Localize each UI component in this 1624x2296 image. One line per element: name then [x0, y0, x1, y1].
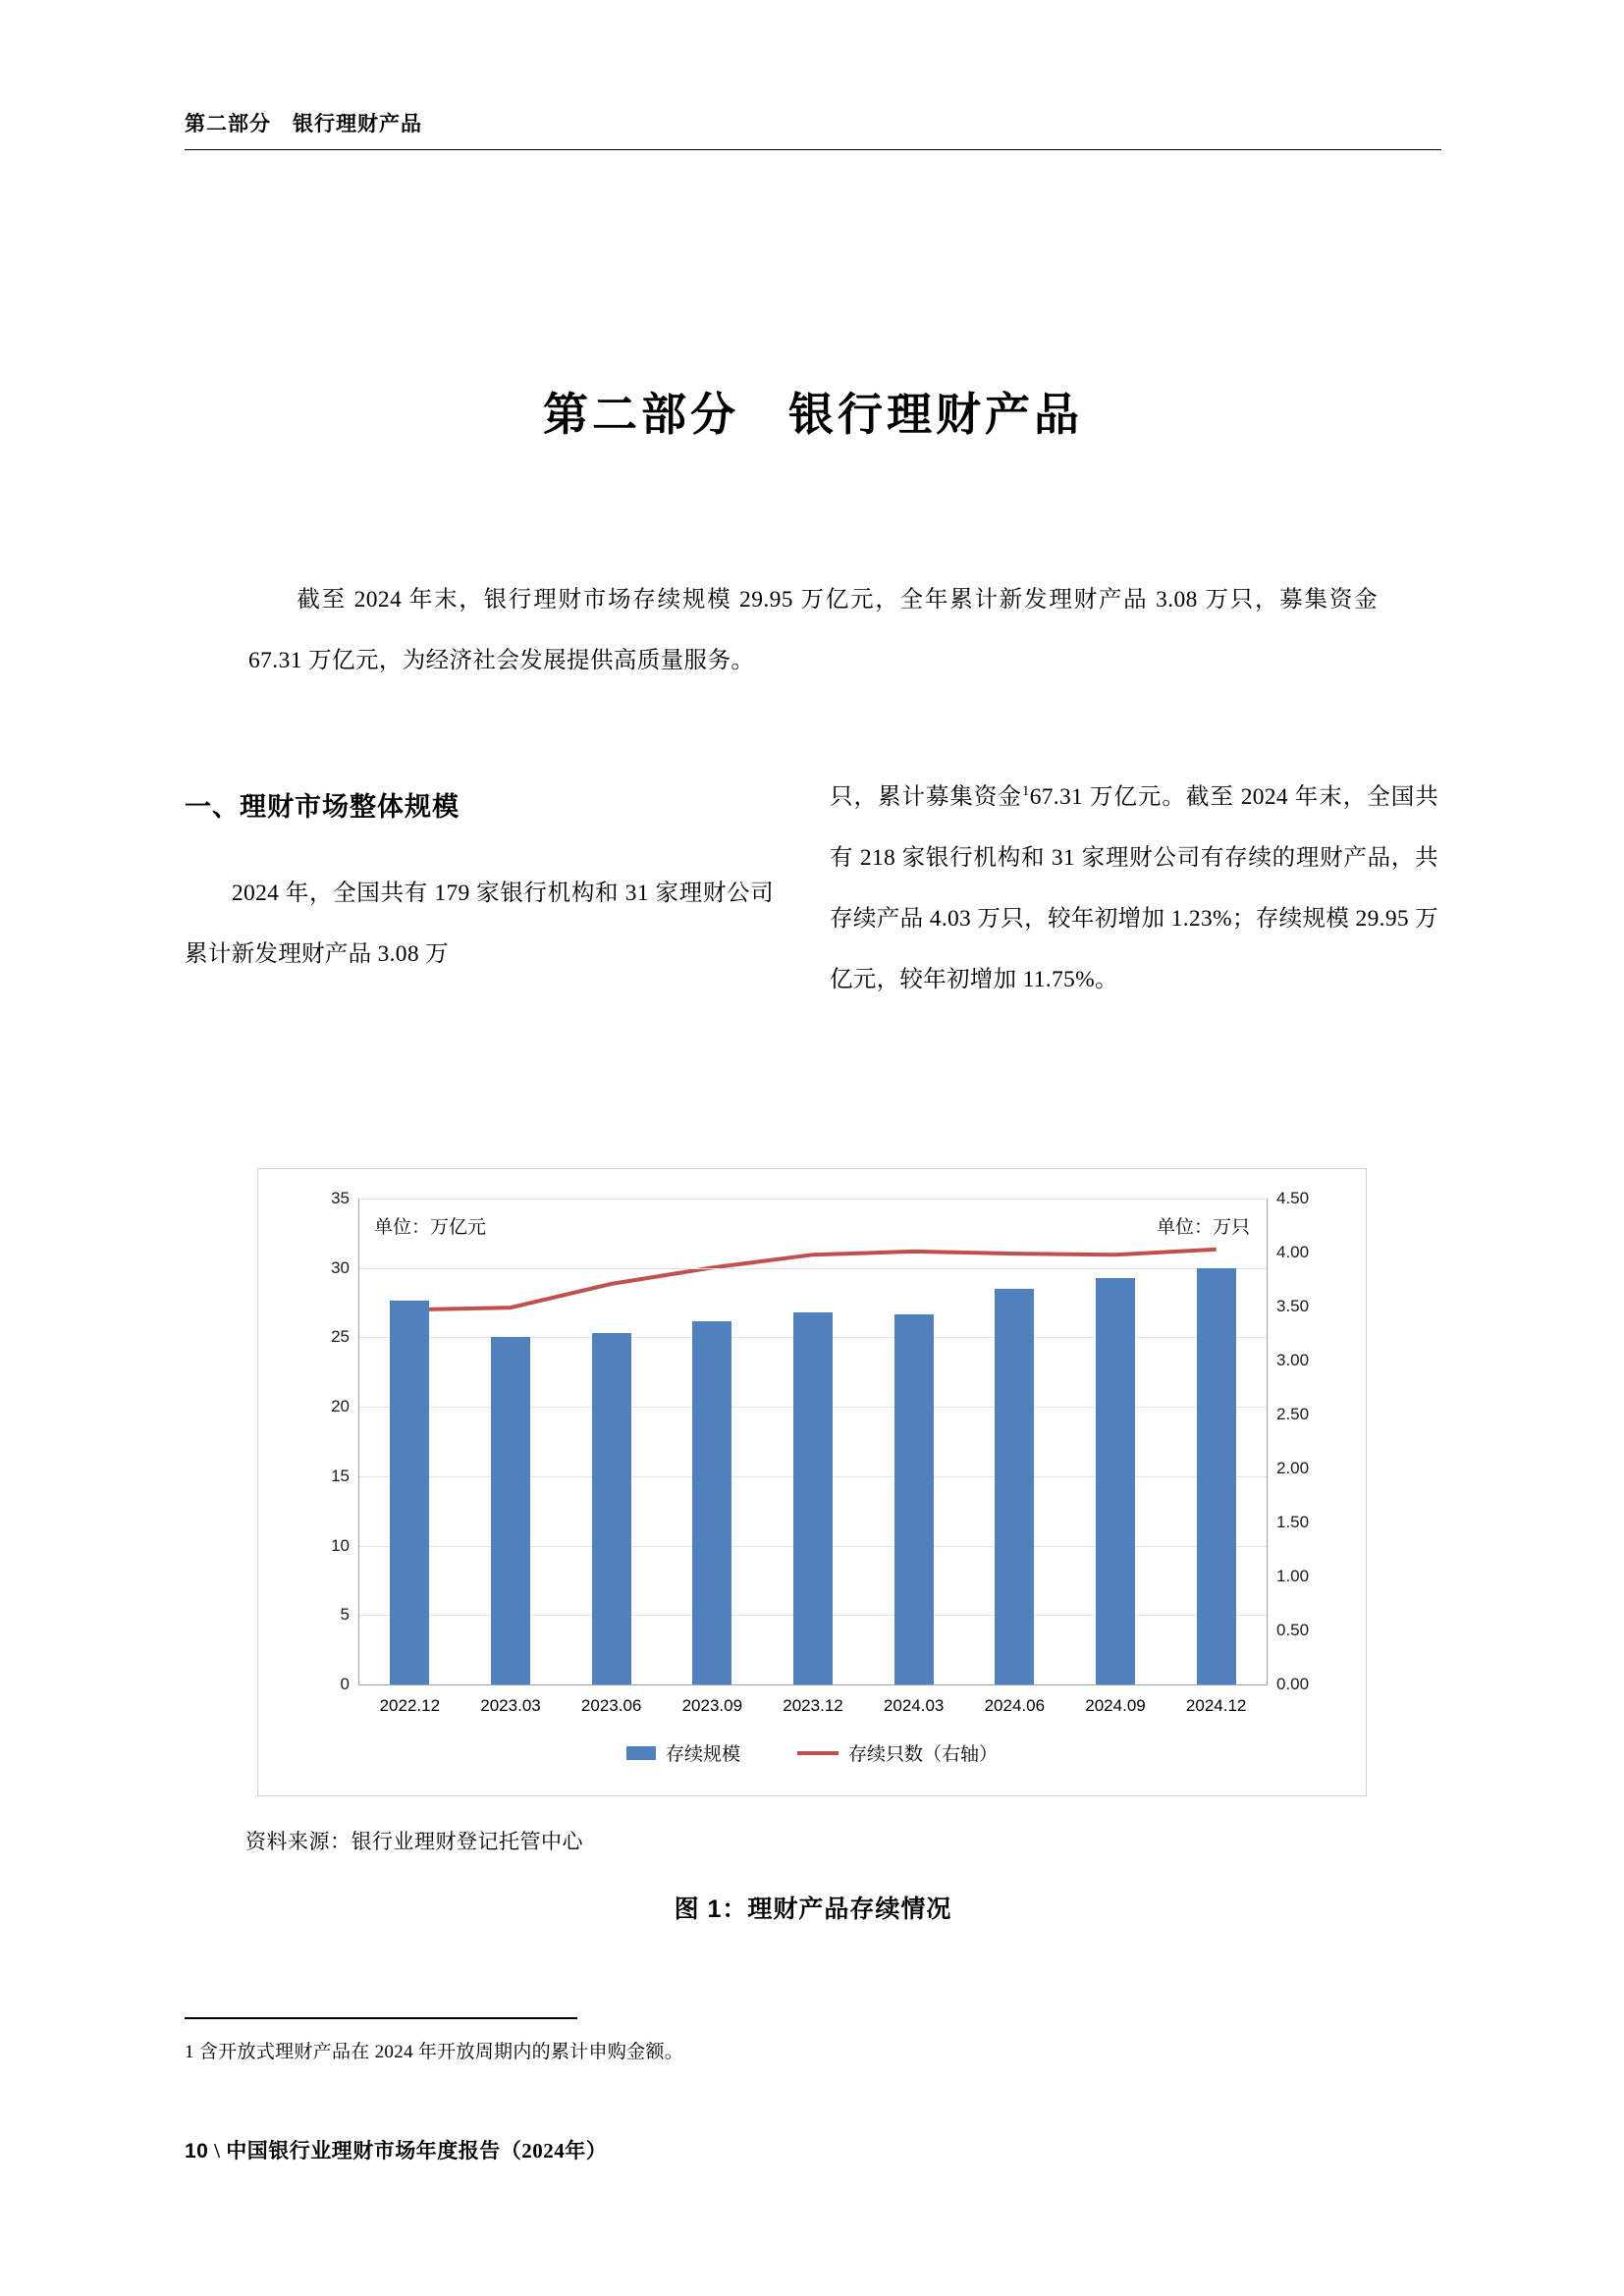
chart-y-left-tick: 30 [331, 1257, 350, 1277]
right-column [830, 761, 1438, 1010]
running-head: 第二部分 银行理财产品 [185, 112, 422, 135]
right-column-paragraph-part2: 67.31 万亿元。截至 2024 年末，全国共有 218 家银行机构和 31 家理财公司有存续的理财产品，共存续产品 4.03 万只，较年初增加 1.23%；存续规模 29.95 万亿元，较年初增加 11.75%。 [830, 783, 1438, 992]
page-title: 第二部分 银行理财产品 [543, 389, 1083, 440]
chart-bar [592, 1333, 631, 1684]
chart-y-right-tick: 4.00 [1276, 1243, 1310, 1261]
chart-x-tick: 2024.12 [1185, 1696, 1247, 1715]
chart-y-left-tick: 35 [331, 1189, 350, 1207]
chart-y-right-tick: 3.50 [1276, 1297, 1310, 1315]
chart-plot-area [331, 1189, 1310, 1715]
lead-paragraph-text: 截至 2024 年末，银行理财市场存续规模 29.95 万亿元，全年累计新发理财产品 3.08 万只，募集资金 67.31 万亿元，为经济社会发展提供高质量服务。 [248, 587, 1378, 673]
chart-bar [390, 1301, 429, 1684]
chart-gridline [359, 1199, 1267, 1200]
legend-label-line: 存续只数（右轴） [848, 1744, 999, 1765]
chart-gridline [359, 1268, 1267, 1269]
legend-item-line [797, 1739, 998, 1766]
footnote-text: 1 含开放式理财产品在 2024 年开放周期内的累计申购金额。 [185, 2042, 684, 2062]
chart-bar [995, 1289, 1034, 1684]
chart-y-right-tick: 1.00 [1276, 1567, 1310, 1585]
chart-x-tick: 2022.12 [379, 1696, 441, 1715]
chart-bar [692, 1321, 731, 1684]
chart-x-tick: 2023.03 [480, 1696, 541, 1715]
chart-unit-right: 单位：万只 [1156, 1217, 1250, 1238]
page-footer [185, 2135, 607, 2164]
chart-x-tick: 2024.03 [883, 1696, 945, 1715]
chart-y-left-tick: 20 [331, 1397, 350, 1416]
left-column-paragraph [185, 863, 774, 985]
chart-legend [258, 1739, 1366, 1766]
figure-caption: 图 1：理财产品存续情况 [674, 1896, 952, 1923]
left-column-paragraph-text: 2024 年，全国共有 179 家银行机构和 31 家理财公司累计新发理财产品 3.08 万 [185, 881, 774, 967]
chart-y-left-tick: 5 [340, 1605, 350, 1625]
chart-bar [1096, 1278, 1135, 1684]
chart-y-right-tick: 2.50 [1276, 1405, 1310, 1423]
legend-label-bar: 存续规模 [665, 1744, 740, 1765]
footnote-marker: 1 [1021, 783, 1030, 799]
chart-y-right-tick: 3.00 [1276, 1351, 1310, 1369]
chart-bar [793, 1312, 833, 1684]
chart-y-right-tick: 2.00 [1276, 1459, 1310, 1477]
chart-unit-left: 单位：万亿元 [374, 1217, 487, 1238]
chart-bar [894, 1314, 934, 1684]
chart-inner [258, 1169, 1366, 1795]
footer-doc-name: 中国银行业理财市场年度报告（2024年） [226, 2139, 608, 2163]
chart-y-left-tick: 25 [331, 1327, 350, 1347]
chart-bar [1197, 1268, 1236, 1684]
chart-y-right-tick: 4.50 [1276, 1189, 1310, 1207]
chart-y-right-tick: 1.50 [1276, 1513, 1310, 1531]
legend-item-bar [626, 1739, 740, 1766]
chart-x-tick: 2024.09 [1085, 1696, 1146, 1715]
chart-y-right-tick: 0.00 [1276, 1675, 1310, 1693]
legend-swatch-line-icon [797, 1751, 839, 1755]
section-heading: 一、理财市场整体规模 [185, 792, 460, 822]
figure-chart [257, 1168, 1367, 1796]
chart-bar [491, 1337, 530, 1684]
lead-paragraph [248, 569, 1378, 691]
chart-y-left-tick: 15 [331, 1466, 350, 1485]
running-head-rule [185, 149, 1441, 150]
footnote-rule [185, 2017, 577, 2019]
legend-swatch-bar-icon [626, 1746, 656, 1760]
chart-y-right-tick: 0.50 [1276, 1621, 1310, 1639]
footer-page-number: 10 [185, 2140, 209, 2163]
chart-x-tick: 2023.12 [783, 1696, 843, 1715]
chart-x-tick: 2023.06 [580, 1696, 642, 1715]
chart-x-tick: 2024.06 [984, 1696, 1046, 1715]
right-column-paragraph [830, 761, 1438, 1010]
footer-separator: \ [214, 2139, 221, 2163]
chart-y-left-tick: 0 [340, 1675, 350, 1693]
right-column-paragraph-part1: 只，累计募集资金 [830, 783, 1022, 810]
left-column [185, 785, 774, 985]
chart-y-left-tick: 10 [331, 1535, 350, 1555]
source-note: 资料来源：银行业理财登记托管中心 [245, 1830, 583, 1853]
chart-x-tick: 2023.09 [681, 1696, 743, 1715]
